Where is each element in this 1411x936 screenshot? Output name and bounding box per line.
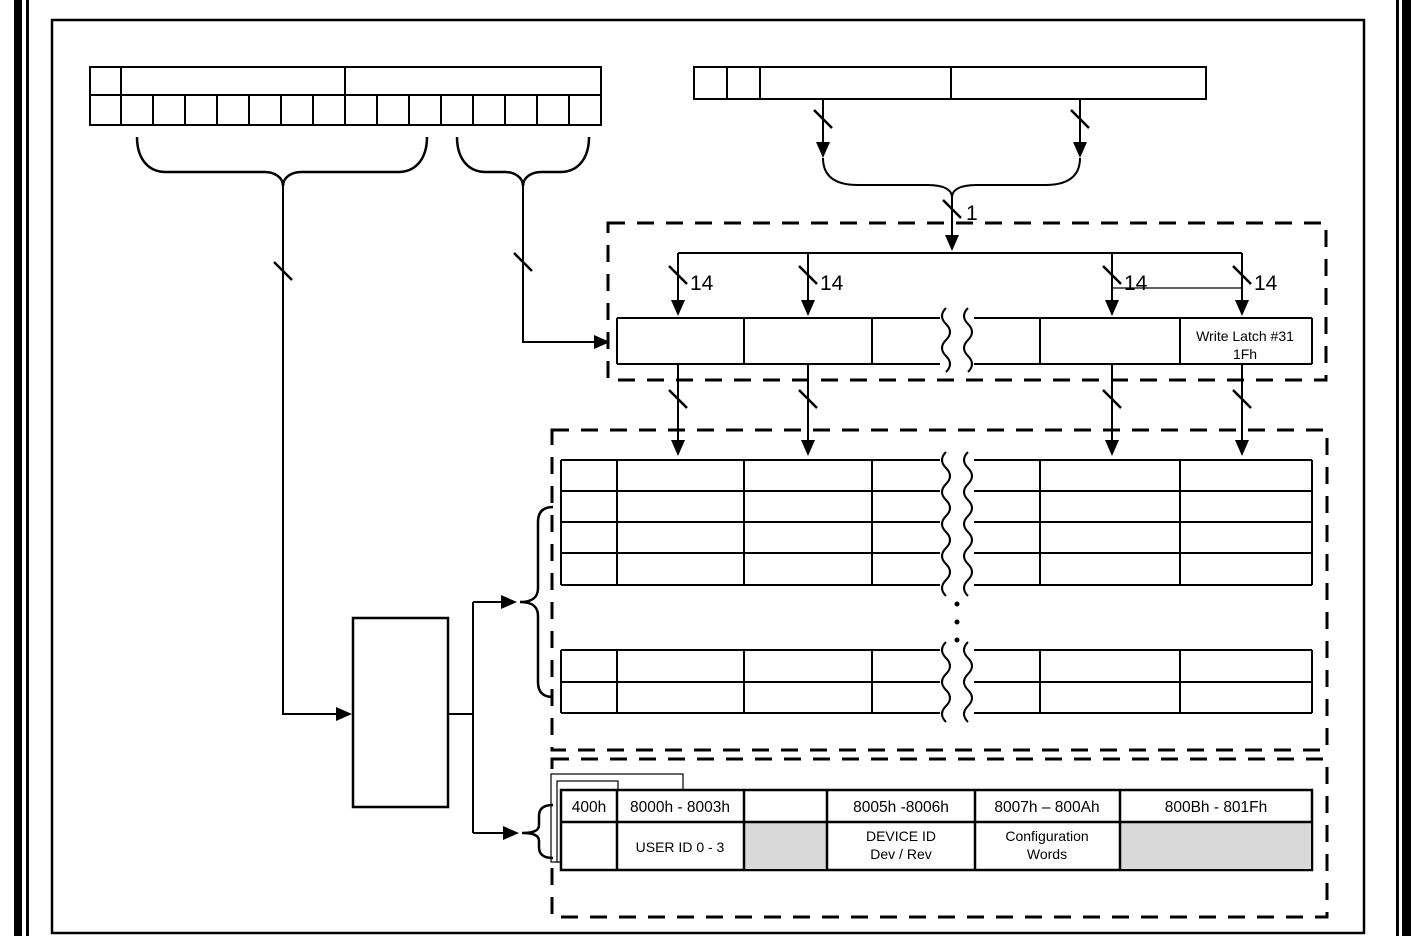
program-memory-rows-upper (561, 452, 1312, 596)
user-id-address-range: 8000h - 8003h (630, 799, 730, 816)
config-memory-brace (522, 805, 553, 858)
row-address-bus (274, 186, 352, 721)
data-register (90, 67, 601, 125)
latch-select-bus (514, 186, 610, 349)
row-decoder-box (353, 618, 448, 807)
config-words-label-line2: Words (1026, 846, 1068, 862)
reserved-shaded-cell (745, 823, 826, 869)
bus-width-label: 14 (820, 272, 844, 295)
bus-width-label: 14 (690, 272, 714, 295)
row-address-label: 400h (571, 799, 607, 816)
row-select-label: 1 (966, 202, 978, 225)
device-id-address-range: 8005h -8006h (853, 799, 949, 816)
program-memory-dashed-box (552, 430, 1327, 750)
config-words-address-range: 8007h – 800Ah (994, 799, 1100, 816)
page-border-right (1396, 0, 1411, 936)
user-id-label: USER ID 0 - 3 (635, 839, 725, 855)
write-latch-title: Write Latch #31 (1196, 328, 1294, 344)
page-border-left (14, 0, 29, 936)
latch-select-bits-brace (457, 137, 589, 186)
data-merge-funnel (814, 99, 1089, 251)
address-bits-brace (137, 137, 427, 186)
latch-data-distribution (669, 253, 1278, 316)
program-memory-rows-lower (561, 642, 1312, 722)
write-latch-row (617, 308, 1312, 372)
memory-rows-brace (520, 507, 553, 697)
config-memory-table (561, 790, 1312, 870)
write-latch-address: 1Fh (1232, 346, 1258, 362)
bus-width-label: 14 (1124, 272, 1148, 295)
reserved-shaded-cell (1121, 823, 1311, 869)
config-words-label-line1: Configuration (1005, 828, 1089, 844)
bus-width-label: 14 (1254, 272, 1278, 295)
decoder-output-routing (448, 595, 519, 840)
write-latch-dashed-box (608, 223, 1326, 380)
control-register (694, 67, 1206, 99)
latch-to-memory-buses (669, 364, 1251, 456)
row-continuation-dots (955, 602, 960, 643)
device-id-label-line2: Dev / Rev (870, 846, 932, 862)
device-id-label-line1: DEVICE ID (865, 828, 937, 844)
reserved-address-range: 800Bh - 801Fh (1164, 799, 1268, 816)
